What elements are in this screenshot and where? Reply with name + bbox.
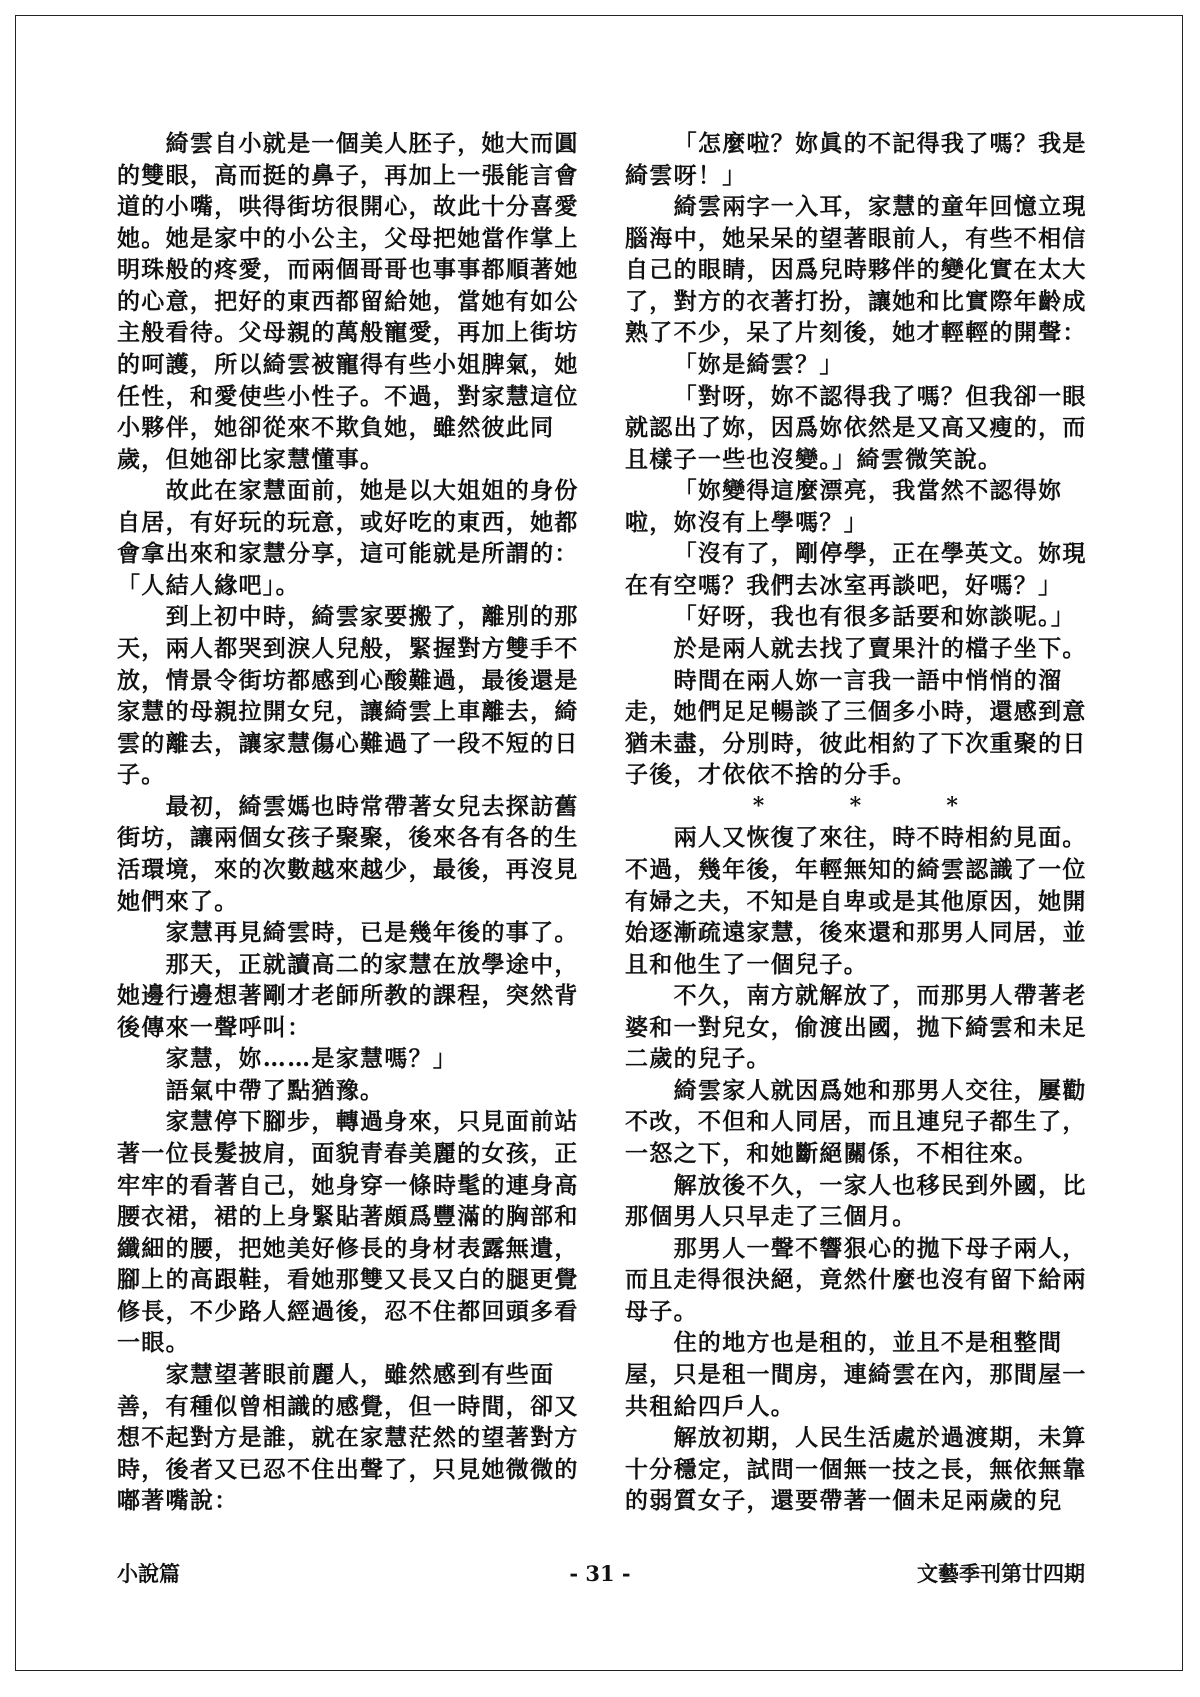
paragraph <box>625 475 1087 538</box>
text-line: 猶未盡，分別時，彼此相約了下次重聚的日 <box>625 729 1087 757</box>
text-line: 的呵護，所以綺雲被寵得有些小姐脾氣，她 <box>117 350 579 378</box>
paragraph <box>625 128 1087 191</box>
right-column-after-break <box>625 822 1087 1516</box>
text-line: 「好呀，我也有很多話要和妳談呢。」 <box>673 603 1076 631</box>
paragraph <box>625 1075 1087 1170</box>
text-line: 明珠般的疼愛，而兩個哥哥也事事都順著她 <box>117 256 579 284</box>
section-break <box>625 791 1087 823</box>
text-line: 修長，不少路人經過後，忍不住都回頭多看 <box>117 1297 579 1325</box>
text-line: 道的小嘴，哄得街坊很開心，故此十分喜愛 <box>117 193 579 221</box>
right-column <box>625 128 1087 1517</box>
paragraph <box>625 1422 1087 1517</box>
text-line: 子。 <box>117 761 166 789</box>
text-line: 且和他生了一個兒子。 <box>625 950 868 978</box>
paragraph <box>625 538 1087 601</box>
right-column-before-break <box>625 128 1087 791</box>
publication-title: 文藝季刊第廿四期 <box>917 1561 1085 1586</box>
text-line: 家慧停下腳步，轉過身來，只見面前站 <box>165 1108 579 1136</box>
paragraph <box>625 601 1087 633</box>
text-line: 最初，綺雲媽也時常帶著女兒去探訪舊 <box>165 792 579 820</box>
text-line: 街坊，讓兩個女孩子聚聚，後來各有各的生 <box>117 824 579 852</box>
text-line: 有婦之夫，不知是自卑或是其他原因，她開 <box>625 887 1087 915</box>
text-line: 一怒之下，和她斷絕關係，不相往來。 <box>625 1140 1039 1167</box>
text-line: 那個男人只早走了三個月。 <box>625 1203 917 1231</box>
section-break-mark: * <box>752 792 766 819</box>
text-line: 「妳變得這麼漂亮，我當然不認得妳 <box>673 477 1063 505</box>
text-line: 十分穩定，試問一個無一技之長，無依無靠 <box>625 1455 1087 1483</box>
text-line: 腰衣裙，裙的上身緊貼著頗爲豐滿的胸部和 <box>117 1203 579 1231</box>
text-line: 綺雲兩字一入耳，家慧的童年回憶立現 <box>673 193 1087 221</box>
text-line: 到上初中時，綺雲家要搬了，離別的那 <box>165 603 579 631</box>
text-line: 腳上的高跟鞋，看她那雙又長又白的腿更覺 <box>117 1266 579 1294</box>
text-line: 在有空嗎？我們去冰室再談吧，好嗎？」 <box>625 571 1063 599</box>
text-line: 「對呀，妳不認得我了嗎？但我卻一眼 <box>673 382 1087 410</box>
paragraph <box>625 191 1087 349</box>
text-line: 於是兩人就去找了賣果汁的檔子坐下。 <box>673 635 1087 662</box>
text-line: 婆和一對兒女，偷渡出國，拋下綺雲和未足 <box>625 1013 1087 1041</box>
paragraph <box>117 1106 579 1359</box>
text-line: 「怎麼啦？妳眞的不記得我了嗎？我是 <box>673 130 1087 157</box>
text-line: 天，兩人都哭到淚人兒般，緊握對方雙手不 <box>117 635 579 662</box>
text-line: 想不起對方是誰，就在家慧茫然的望著對方 <box>117 1424 579 1452</box>
paragraph <box>117 475 579 601</box>
text-line: 活環境，來的次數越來越少，最後，再沒見 <box>117 855 579 883</box>
paragraph <box>117 917 579 949</box>
paragraph <box>625 822 1087 980</box>
text-line: 走，她們足足暢談了三個多小時，還感到意 <box>625 698 1087 726</box>
text-line: 那天，正就讀高二的家慧在放學途中， <box>165 950 579 978</box>
section-break-mark: * <box>849 792 863 819</box>
text-line: 不久，南方就解放了，而那男人帶著老 <box>673 982 1087 1010</box>
paragraph <box>117 949 579 1044</box>
text-line: 她。她是家中的小公主，父母把她當作掌上 <box>117 224 579 252</box>
text-line: 語氣中帶了點猶豫。 <box>165 1076 385 1104</box>
text-line: 家慧的母親拉開女兒，讓綺雲上車離去，綺 <box>117 698 579 726</box>
text-line: 而且走得很決絕，竟然什麼也沒有留下給兩 <box>625 1266 1087 1294</box>
page-number: - 31 - <box>569 1561 631 1586</box>
text-line: 綺雲呀！」 <box>625 161 747 189</box>
text-line: 放，情景令街坊都感到心酸難過，最後還是 <box>117 666 579 694</box>
text-line: 任性，和愛使些小性子。不過，對家慧這位 <box>117 382 579 410</box>
paragraph <box>117 791 579 917</box>
text-line: 啦，妳沒有上學嗎？」 <box>625 508 868 536</box>
text-line: 的心意，把好的東西都留給她，當她有如公 <box>117 287 579 315</box>
paragraph <box>625 665 1087 791</box>
text-line: 且樣子一些也沒變。」綺雲微笑說。 <box>625 445 1003 473</box>
paragraph <box>117 1075 579 1107</box>
text-line: 牢牢的看著自己，她身穿一條時髦的連身高 <box>117 1171 579 1199</box>
text-line: 善，有種似曾相識的感覺，但一時間，卻又 <box>117 1392 579 1420</box>
text-line: 了，對方的衣著打扮，讓她和比實際年齡成 <box>625 287 1087 315</box>
text-line: 綺雲自小就是一個美人胚子，她大而圓 <box>165 130 579 157</box>
text-line: 解放後不久，一家人也移民到外國，比 <box>673 1171 1087 1199</box>
text-line: 主般看待。父母親的萬般寵愛，再加上街坊 <box>117 319 579 347</box>
text-line: 解放初期，人民生活處於過渡期，未算 <box>673 1424 1087 1452</box>
text-line: 嘟著嘴說： <box>117 1487 239 1515</box>
text-line: 家慧望著眼前麗人，雖然感到有些面 <box>165 1360 555 1388</box>
text-line: 她們來了。 <box>117 887 239 915</box>
paragraph <box>117 128 579 475</box>
text-line: 故此在家慧面前，她是以大姐姐的身份 <box>165 477 579 505</box>
text-line: 小夥伴，她卻從來不欺負她，雖然彼此同 <box>117 414 555 442</box>
text-line: 時間在兩人妳一言我一語中悄悄的溜 <box>673 666 1063 694</box>
left-column <box>117 128 579 1517</box>
text-line: 著一位長髮披肩，面貌青春美麗的女孩，正 <box>117 1140 579 1167</box>
text-line: 自己的眼睛，因爲兒時夥伴的變化實在太大 <box>625 256 1087 284</box>
page-footer <box>0 1558 1200 1590</box>
text-line: 綺雲家人就因爲她和那男人交往，屢勸 <box>673 1076 1087 1104</box>
text-line: 雲的離去，讓家慧傷心難過了一段不短的日 <box>117 729 579 757</box>
text-line: 家慧再見綺雲時，已是幾年後的事了。 <box>165 919 579 947</box>
text-line: 歲，但她卻比家慧懂事。 <box>117 445 385 473</box>
paragraph <box>117 1043 579 1075</box>
text-line: 不改，不但和人同居，而且連兒子都生了， <box>625 1108 1087 1136</box>
text-line: 那男人一聲不響狠心的拋下母子兩人， <box>673 1234 1087 1262</box>
paragraph <box>625 1233 1087 1328</box>
paragraph <box>625 349 1087 381</box>
text-line: 子後，才依依不捨的分手。 <box>625 761 917 789</box>
section-break-mark: * <box>946 792 960 819</box>
paragraph <box>625 633 1087 665</box>
paragraph <box>625 1170 1087 1233</box>
text-line: 「人結人緣吧」。 <box>117 571 300 599</box>
paragraph <box>625 1327 1087 1422</box>
text-line: 屋，只是租一間房，連綺雲在內，那間屋一 <box>625 1360 1087 1388</box>
text-line: 共租給四戶人。 <box>625 1392 796 1420</box>
paragraph <box>625 980 1087 1075</box>
text-line: 「沒有了，剛停學，正在學英文。妳現 <box>673 540 1087 568</box>
text-line: 的弱質女子，還要帶著一個未足兩歲的兒 <box>625 1487 1063 1515</box>
text-line: 母子。 <box>625 1297 698 1325</box>
text-line: 「妳是綺雲？」 <box>673 350 844 378</box>
paragraph <box>625 381 1087 476</box>
text-line: 兩人又恢復了來往，時不時相約見面。 <box>673 824 1087 852</box>
text-line: 不過，幾年後，年輕無知的綺雲認識了一位 <box>625 855 1087 883</box>
text-line: 二歲的兒子。 <box>625 1045 771 1073</box>
text-line: 時，後者又已忍不住出聲了，只見她微微的 <box>117 1455 579 1483</box>
text-line: 的雙眼，高而挺的鼻子，再加上一張能言會 <box>117 161 579 189</box>
text-line: 一眼。 <box>117 1329 190 1357</box>
text-line: 纖細的腰，把她美好修長的身材表露無遺， <box>117 1234 579 1262</box>
footer-section-label: 小說篇 <box>117 1561 180 1586</box>
text-line: 她邊行邊想著剛才老師所教的課程，突然背 <box>117 982 579 1010</box>
text-line: 就認出了妳，因爲妳依然是又高又瘦的，而 <box>625 414 1087 442</box>
text-line: 住的地方也是租的，並且不是租整間 <box>673 1329 1063 1357</box>
text-line: 家慧，妳……是家慧嗎？」 <box>165 1045 458 1073</box>
text-line: 熟了不少，呆了片刻後，她才輕輕的開聲： <box>625 319 1087 347</box>
text-line: 始逐漸疏遠家慧，後來還和那男人同居，並 <box>625 919 1087 947</box>
text-line: 會拿出來和家慧分享，這可能就是所謂的： <box>117 540 579 568</box>
paragraph <box>117 601 579 790</box>
text-line: 腦海中，她呆呆的望著眼前人，有些不相信 <box>625 224 1087 252</box>
paragraph <box>117 1359 579 1517</box>
text-line: 後傳來一聲呼叫： <box>117 1013 312 1041</box>
text-line: 自居，有好玩的玩意，或好吃的東西，她都 <box>117 508 579 536</box>
